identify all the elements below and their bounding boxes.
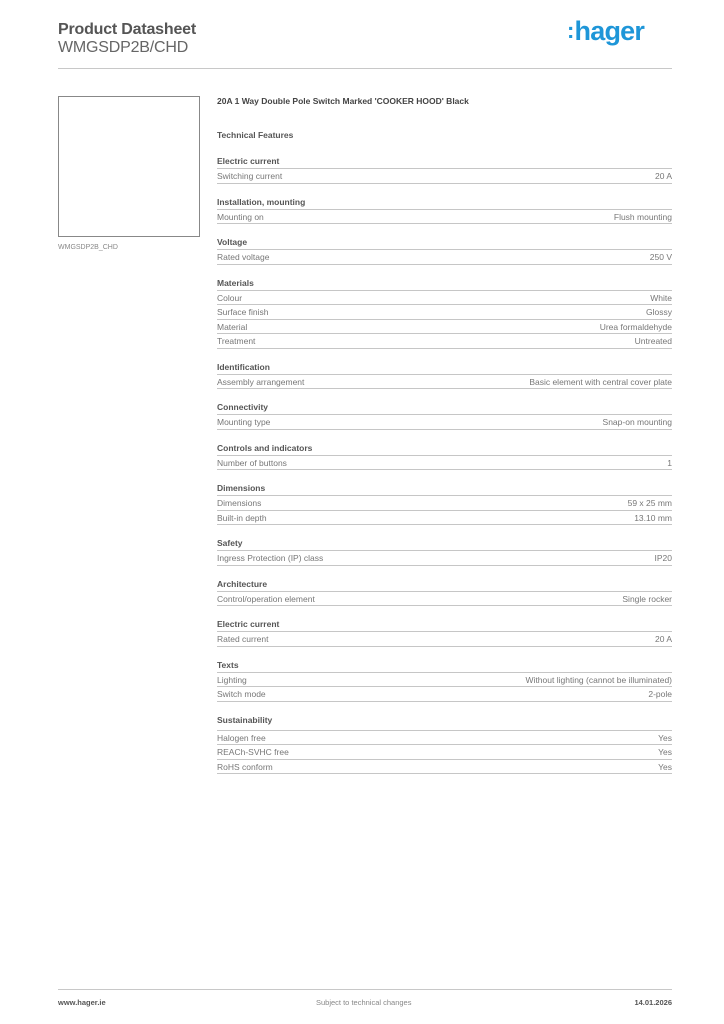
spec-label: Switch mode: [217, 689, 266, 699]
spec-row: [217, 632, 672, 647]
spec-row: [217, 760, 672, 775]
spec-section: [217, 197, 672, 225]
spec-label: Rated current: [217, 634, 269, 644]
technical-features-heading: Technical Features: [217, 130, 294, 140]
spec-value: 13.10 mm: [634, 512, 672, 523]
footer-date: 14.01.2026: [634, 998, 672, 1007]
footer-notice: Subject to technical changes: [316, 998, 412, 1007]
spec-row: [217, 305, 672, 320]
section-title: Dimensions: [217, 483, 672, 496]
logo-colon: :: [567, 18, 574, 43]
spec-row: [217, 210, 672, 225]
spec-label: Built-in depth: [217, 512, 267, 523]
spec-section: [217, 715, 672, 775]
spec-label: Colour: [217, 292, 243, 303]
spec-value: 59 x 25 mm: [627, 498, 672, 508]
spec-row: [217, 511, 672, 526]
spec-section: [217, 362, 672, 390]
spec-label: Rated voltage: [217, 252, 270, 262]
spec-label: Material: [217, 321, 248, 332]
spec-section: [217, 579, 672, 607]
spec-value: Single rocker: [622, 593, 672, 604]
spec-row: [217, 169, 672, 184]
section-title: Voltage: [217, 237, 672, 250]
spec-value: Flush mounting: [613, 211, 672, 222]
spec-value: Snap-on mounting: [602, 417, 672, 427]
spec-section: [217, 278, 672, 349]
section-title: Safety: [217, 538, 672, 551]
spec-label: Mounting on: [217, 211, 264, 222]
header-divider: [58, 68, 672, 69]
spec-value: 2-pole: [648, 689, 672, 699]
footer-website[interactable]: www.hager.ie: [58, 998, 106, 1007]
spec-section: [217, 237, 672, 265]
product-code: WMGSDP2B/CHD: [58, 39, 189, 56]
spec-row: [217, 456, 672, 471]
spec-row: [217, 291, 672, 306]
spec-value: Glossy: [646, 307, 672, 317]
spec-label: Switching current: [217, 171, 283, 181]
spec-section: [217, 538, 672, 566]
spec-value: 1: [667, 457, 672, 468]
spec-row: [217, 687, 672, 702]
section-title: Texts: [217, 660, 672, 673]
logo-text: hager: [574, 16, 645, 46]
spec-value: IP20: [654, 553, 672, 563]
spec-row: [217, 673, 672, 688]
section-title: Installation, mounting: [217, 197, 672, 210]
spec-value: 20 A: [654, 634, 672, 644]
footer-divider: [58, 989, 672, 990]
spec-label: Control/operation element: [217, 593, 315, 604]
image-caption: WMGSDP2B_CHD: [58, 244, 118, 251]
spec-section: [217, 483, 672, 525]
spec-label: Lighting: [217, 674, 247, 685]
spec-row: [217, 551, 672, 566]
spec-row: [217, 745, 672, 760]
spec-label: Mounting type: [217, 417, 271, 427]
spec-value: Yes: [658, 761, 672, 772]
spec-value: Without lighting (cannot be illuminated): [525, 674, 672, 685]
spec-label: Ingress Protection (IP) class: [217, 553, 324, 563]
spec-label: Dimensions: [217, 498, 262, 508]
spec-value: Urea formaldehyde: [599, 321, 672, 332]
spec-label: Number of buttons: [217, 457, 287, 468]
spec-value: Basic element with central cover plate: [529, 376, 672, 387]
spec-value: Yes: [658, 747, 672, 757]
spec-label: Halogen free: [217, 732, 266, 743]
product-image: [58, 96, 200, 237]
spec-section: [217, 156, 672, 184]
product-name: 20A 1 Way Double Pole Switch Marked 'COOKER HOOD' Black: [217, 96, 469, 106]
section-title: Electric current: [217, 619, 672, 632]
spec-label: Treatment: [217, 336, 256, 346]
spec-section: [217, 443, 672, 471]
section-title: Controls and indicators: [217, 443, 672, 456]
spec-content: [217, 96, 672, 774]
spec-row: [217, 592, 672, 607]
spec-section: [217, 402, 672, 430]
spec-label: Assembly arrangement: [217, 376, 305, 387]
spec-label: Surface finish: [217, 307, 269, 317]
spec-row: [217, 375, 672, 390]
section-title: Sustainability: [217, 715, 672, 731]
spec-row: [217, 320, 672, 335]
document-title: Product Datasheet: [58, 21, 196, 38]
section-title: Connectivity: [217, 402, 672, 415]
section-title: Identification: [217, 362, 672, 375]
section-title: Architecture: [217, 579, 672, 592]
spec-section: [217, 660, 672, 702]
spec-row: [217, 415, 672, 430]
spec-label: RoHS conform: [217, 761, 273, 772]
section-title: Electric current: [217, 156, 672, 169]
spec-value: White: [650, 292, 672, 303]
spec-row: [217, 731, 672, 746]
spec-section: [217, 619, 672, 647]
section-title: Materials: [217, 278, 672, 291]
spec-value: 250 V: [649, 252, 672, 262]
spec-value: Yes: [658, 732, 672, 743]
hager-logo: [567, 16, 644, 47]
spec-value: Untreated: [634, 336, 672, 346]
spec-sections: [217, 156, 672, 774]
spec-label: REACh-SVHC free: [217, 747, 289, 757]
spec-row: [217, 496, 672, 511]
spec-value: 20 A: [654, 171, 672, 181]
spec-row: [217, 334, 672, 349]
spec-row: [217, 250, 672, 265]
